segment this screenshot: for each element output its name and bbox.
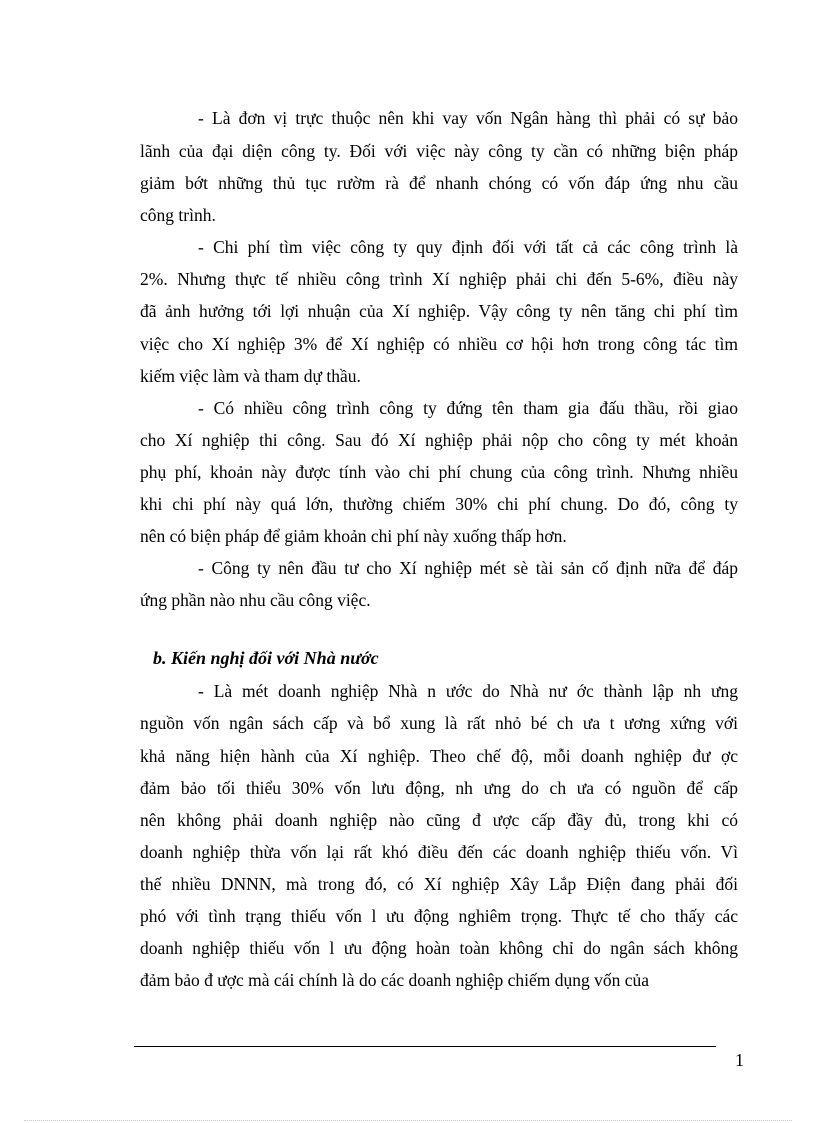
paragraph-4-line-2: ứng phần nào nhu cầu công việc. [140,590,371,610]
paragraph-5-line-9: doanh nghiệp thiếu vốn l ưu động hoàn toàn không chỉ do ngân sách không [140,938,738,958]
paragraph-5-line-1: - Là mét doanh nghiệp Nhà n ước do Nhà nư ớc thành lập nh ưng [198,681,738,701]
paragraph-1-line-4: công trình. [140,205,216,225]
paragraph-4-line-1: - Công ty nên đầu tư cho Xí nghiệp mét sè tài sản cố định nữa để đáp [198,558,738,578]
paragraph-3-line-4: khi chi phí này quá lớn, thường chiếm 30% chi phí chung. Do đó, công ty [140,494,738,514]
paragraph-5-line-6: doanh nghiệp thừa vốn lại rất khó điều đến các doanh nghiệp thiếu vốn. Vì [140,842,738,862]
paragraph-5-line-2: nguồn vốn ngân sách cấp và bổ xung là rất nhỏ bé ch ưa t ương xứng với [140,713,738,733]
paragraph-5-line-5: nên không phải doanh nghiệp nào cũng đ ược cấp đầy đủ, trong khi có [140,810,738,830]
paragraph-2-line-4: việc cho Xí nghiệp 3% để Xí nghiệp có nhiều cơ hội hơn trong công tác tìm [140,334,738,354]
paragraph-3-line-1: - Có nhiều công trình công ty đứng tên tham gia đấu thầu, rồi giao [198,398,738,418]
paragraph-5-line-10: đảm bảo đ ược mà cái chính là do các doanh nghiệp chiếm dụng vốn của [140,970,650,990]
paragraph-5-line-4: đảm bảo tối thiểu 30% vốn lưu động, nh ưng do ch ưa có nguồn để cấp [140,778,738,798]
paragraph-2-line-3: đã ảnh hưởng tới lợi nhuận của Xí nghiệp. Vậy công ty nên tăng chi phí tìm [140,301,738,321]
paragraph-1-line-3: giảm bớt những thủ tục rườm rà để nhanh chóng có vốn đáp ứng nhu cầu [140,173,738,193]
page-number: 1 [735,1050,744,1070]
paragraph-2-line-5: kiếm việc làm và tham dự thầu. [140,366,361,386]
paragraph-5-line-8: phó với tình trạng thiếu vốn l ưu động nghiêm trọng. Thực tế cho thấy các [140,906,738,926]
paragraph-3-line-3: phụ phí, khoản này được tính vào chi phí chung của công trình. Nhưng nhiều [140,462,738,482]
paragraph-5-line-7: thế nhiều DNNN, mà trong đó, có Xí nghiệp Xây Lắp Điện đang phải đối [140,874,738,894]
footer-rule [134,1046,716,1047]
section-heading: b. Kiến nghị đối với Nhà nước [153,648,379,668]
page-bottom-border [24,1120,792,1121]
paragraph-3-line-2: cho Xí nghiệp thi công. Sau đó Xí nghiệp phải nộp cho công ty mét khoản [140,430,738,450]
paragraph-2-line-2: 2%. Nhưng thực tế nhiều công trình Xí nghiệp phải chi đến 5-6%, điều này [140,269,738,289]
paragraph-5-line-3: khả năng hiện hành của Xí nghiệp. Theo chế độ, mỗi doanh nghiệp đư ợc [140,746,738,766]
paragraph-1-line-1: - Là đơn vị trực thuộc nên khi vay vốn Ngân hàng thì phải có sự bảo [198,108,738,128]
paragraph-2-line-1: - Chi phí tìm việc công ty quy định đối với tất cả các công trình là [198,237,738,257]
paragraph-1-line-2: lãnh của đại diện công ty. Đối với việc này công ty cần có những biện pháp [140,141,738,161]
paragraph-3-line-5: nên có biện pháp để giảm khoản chi phí này xuống thấp hơn. [140,526,567,546]
